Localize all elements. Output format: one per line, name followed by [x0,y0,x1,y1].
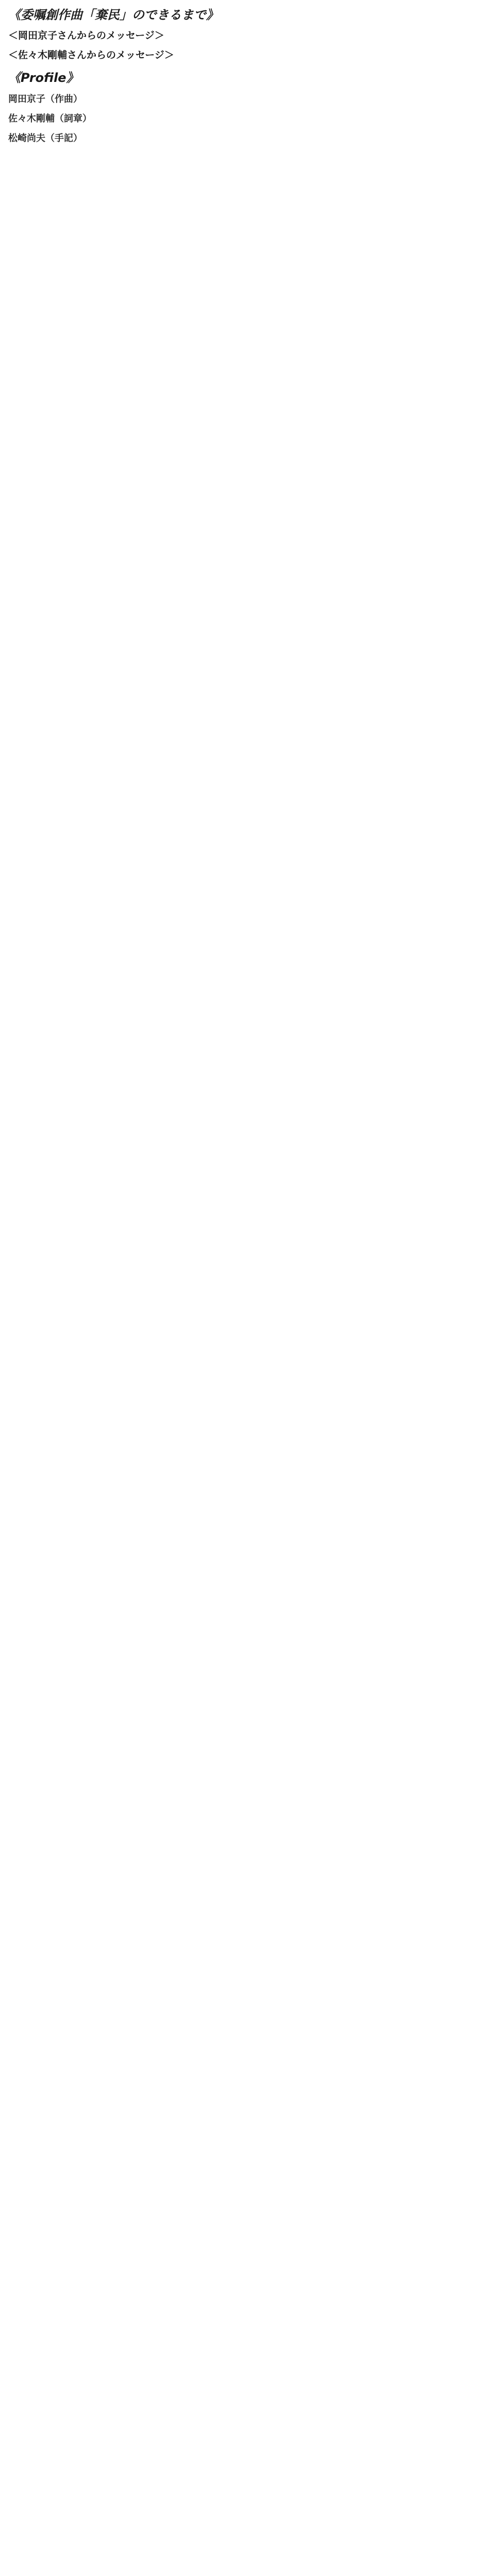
profile-name: 佐々木剛輔（詞章） [8,113,92,124]
profile-list [8,92,481,144]
section-profile [8,70,481,144]
section-message-okada [8,30,481,42]
profile-entry [8,92,481,105]
profile-entry [8,111,481,125]
section-title-okada-message: ＜岡田京子さんからのメッセージ＞ [8,30,164,41]
section-composition-story [8,7,481,23]
profile-entry [8,131,481,144]
section-title-composition: 《委嘱創作曲「棄民」のできるまで》 [8,8,218,22]
section-message-sasaki [8,49,481,62]
profile-name: 松崎尚夫（手記） [8,132,82,144]
section-title-profile: 《Profile》 [8,70,79,85]
section-title-sasaki-message: ＜佐々木剛輔さんからのメッセージ＞ [8,49,174,61]
profile-name: 岡田京子（作曲） [8,93,82,105]
